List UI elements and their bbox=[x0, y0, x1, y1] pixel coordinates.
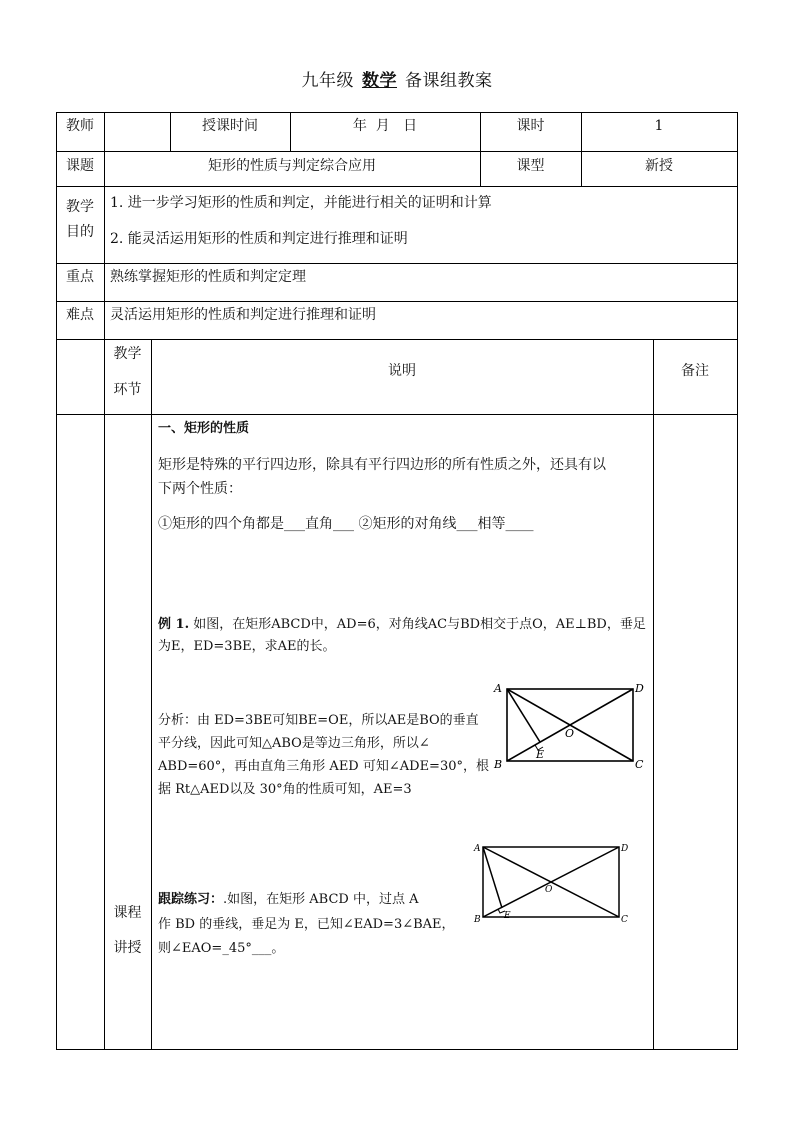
label-d: D bbox=[635, 682, 644, 695]
practice-text-1: .如图，在矩形 ABCD 中，过点 A bbox=[223, 892, 419, 907]
row-line bbox=[56, 301, 738, 302]
title-suffix: 备课组教案 bbox=[405, 71, 493, 91]
period-value: 1 bbox=[654, 118, 664, 134]
topic-value: 矩形的性质与判定综合应用 bbox=[208, 158, 376, 174]
row-line bbox=[56, 263, 738, 264]
row-line bbox=[56, 151, 738, 152]
objective-item-2: 2. 能灵活运用矩形的性质和判定进行推理和证明 bbox=[110, 231, 408, 247]
label-c: C bbox=[621, 915, 628, 925]
remarks-header: 备注 bbox=[681, 363, 709, 379]
example-line-1 bbox=[158, 615, 646, 635]
prop1-prefix: ①矩形的四个角都是 bbox=[158, 516, 284, 532]
row-line bbox=[56, 1049, 738, 1050]
row-line bbox=[56, 186, 738, 187]
objectives-label-line2: 目的 bbox=[66, 224, 94, 240]
label-o: O bbox=[565, 727, 575, 740]
prop2-prefix: ②矩形的对角线 bbox=[358, 516, 457, 532]
period-label: 课时 bbox=[516, 118, 545, 134]
practice-line-1 bbox=[158, 890, 419, 910]
lesson-stage-line2: 讲授 bbox=[113, 940, 142, 956]
label-c: C bbox=[635, 758, 644, 771]
col-line bbox=[104, 151, 105, 339]
date-value: 年 月 日 bbox=[352, 118, 418, 134]
prop2-blank: ___相等____ bbox=[456, 516, 534, 532]
title-subject: 数学 bbox=[362, 71, 397, 91]
intro-line-1: 矩形是特殊的平行四边形，除具有平行四边形的所有性质之外，还具有以 bbox=[158, 457, 606, 473]
objective-item-1: 1. 进一步学习矩形的性质和判定，并能进行相关的证明和计算 bbox=[110, 195, 492, 211]
stage-header-line1: 教学 bbox=[113, 346, 142, 362]
teacher-label: 教师 bbox=[66, 118, 94, 134]
prop1-blank: ___直角___ bbox=[284, 516, 354, 532]
row-line bbox=[56, 112, 738, 113]
objectives-label-line1: 教学 bbox=[66, 199, 94, 215]
difficulty-value: 灵活运用矩形的性质和判定进行推理和证明 bbox=[110, 307, 376, 323]
analysis-line-4: 据 Rt△AED以及 30°角的性质可知，AE=3 bbox=[158, 782, 412, 797]
col-line bbox=[104, 112, 105, 151]
description-header: 说明 bbox=[388, 363, 416, 379]
analysis-line-3: ABD=60°，再由直角三角形 AED 可知∠ADE=30°，根 bbox=[158, 759, 489, 774]
label-e: E bbox=[504, 911, 511, 921]
practice-answer: _45°___ bbox=[222, 941, 272, 956]
section-title: 一、矩形的性质 bbox=[158, 421, 250, 436]
row-line bbox=[56, 414, 738, 415]
segment-ae bbox=[507, 689, 540, 742]
stage-header-line2: 环节 bbox=[113, 382, 142, 398]
example-line-2: 为E，ED=3BE，求AE的长。 bbox=[158, 639, 336, 654]
analysis-line-2: 平分线，因此可知△ABO是等边三角形，所以∠ bbox=[158, 736, 430, 751]
practice-text-3-suffix: 。 bbox=[271, 941, 285, 956]
practice-figure bbox=[470, 838, 635, 936]
row-line bbox=[56, 339, 738, 340]
key-point-label: 重点 bbox=[66, 269, 94, 285]
col-line bbox=[56, 112, 57, 1050]
analysis-line-1: 分析：由 ED=3BE可知BE=OE，所以AE是BO的垂直 bbox=[158, 713, 479, 728]
example-figure bbox=[490, 680, 650, 775]
label-d: D bbox=[621, 844, 629, 854]
intro-line-2: 下两个性质： bbox=[158, 481, 242, 497]
practice-line-3 bbox=[158, 939, 284, 959]
label-e: E bbox=[536, 748, 545, 761]
practice-text-3: 则∠EAO= bbox=[158, 941, 223, 956]
label-b: B bbox=[474, 915, 481, 925]
practice-label: 跟踪练习： bbox=[158, 892, 224, 907]
properties-line bbox=[158, 514, 533, 534]
label-a: A bbox=[474, 844, 481, 854]
example-label: 例 1. bbox=[158, 617, 190, 632]
type-label: 课型 bbox=[516, 158, 545, 174]
key-point-value: 熟练掌握矩形的性质和判定定理 bbox=[110, 269, 306, 285]
difficulty-label: 难点 bbox=[66, 307, 94, 323]
time-label: 授课时间 bbox=[202, 118, 258, 134]
col-line bbox=[653, 339, 654, 1050]
lesson-stage-line1: 课程 bbox=[113, 905, 142, 921]
col-line bbox=[151, 339, 152, 1050]
col-line bbox=[737, 112, 738, 1050]
page-title bbox=[0, 66, 794, 91]
topic-label: 课题 bbox=[66, 158, 94, 174]
practice-line-2: 作 BD 的垂线，垂足为 E，已知∠EAD=3∠BAE， bbox=[158, 917, 455, 932]
label-b: B bbox=[494, 758, 503, 771]
example-text-1: 如图，在矩形ABCD中，AD=6，对角线AC与BD相交于点O，AE⊥BD，垂足 bbox=[189, 617, 646, 632]
title-prefix: 九年级 bbox=[301, 71, 354, 91]
label-o: O bbox=[545, 885, 553, 895]
type-value: 新授 bbox=[645, 158, 673, 174]
label-a: A bbox=[494, 682, 502, 695]
